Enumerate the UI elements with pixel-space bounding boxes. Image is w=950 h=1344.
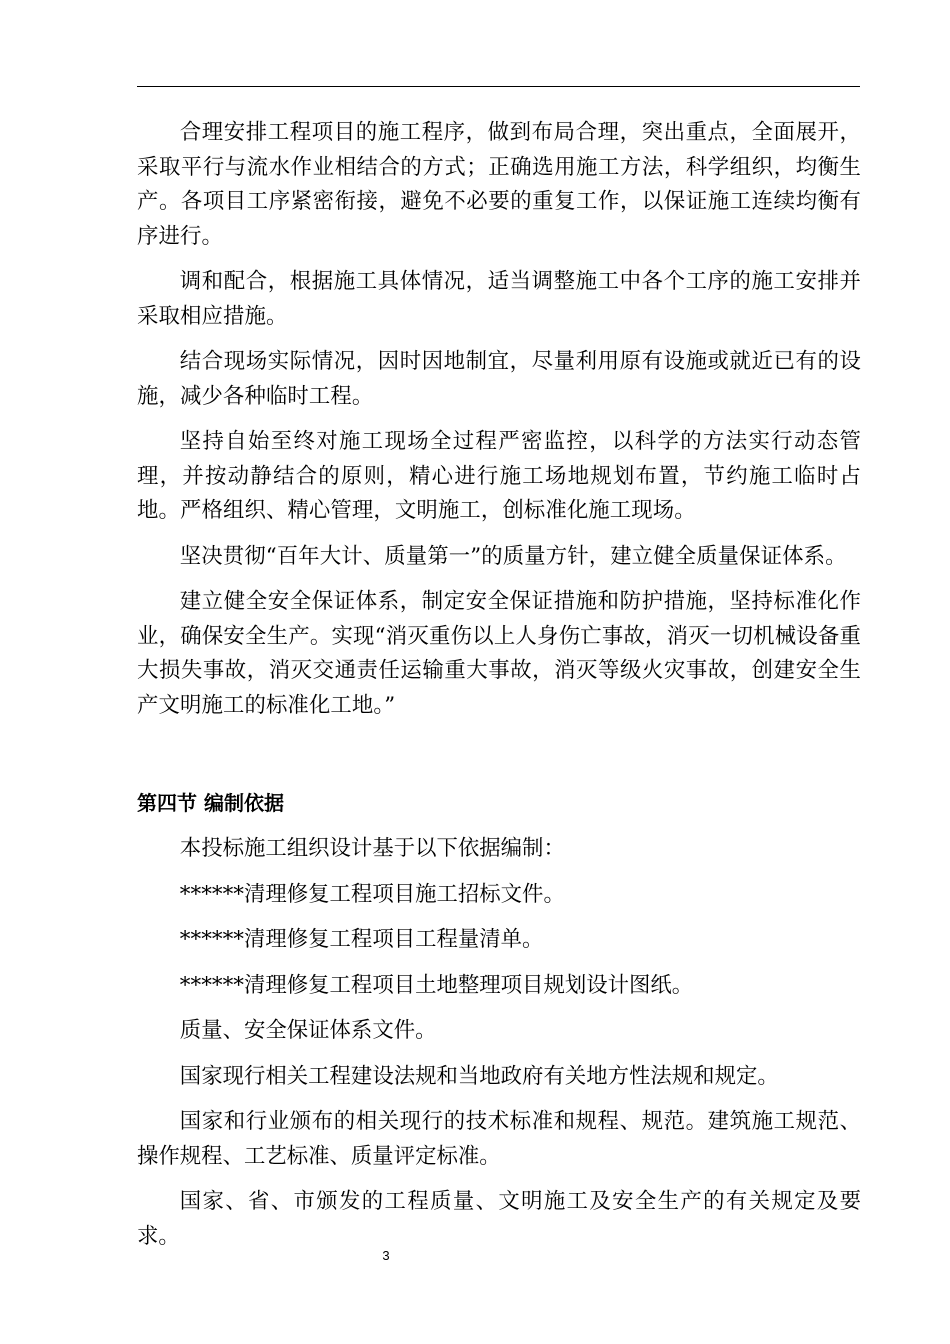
section-paragraph: ******清理修复工程项目施工招标文件。 [179, 881, 565, 907]
section-paragraph: 本投标施工组织设计基于以下依据编制： [179, 836, 565, 861]
section-paragraph: ******清理修复工程项目工程量清单。 [179, 927, 544, 952]
section-paragraph: 国家、省、市颁发的工程质量、文明施工及安全生产的有关规定及要求。 [137, 1189, 861, 1249]
section-paragraph: 质量、安全保证体系文件。 [179, 1018, 437, 1043]
section-paragraph: 国家和行业颁布的相关现行的技术标准和规程、规范。建筑施工规范、操作规程、工艺标准、质量评定标准。 [137, 1109, 861, 1169]
page-number: 3 [382, 1248, 390, 1263]
section-paragraph: 国家现行相关工程建设法规和当地政府有关地方性法规和规定。 [179, 1063, 779, 1089]
page-content [137, 116, 861, 1265]
paragraph: 调和配合，根据施工具体情况，适当调整施工中各个工序的施工安排并采取相应措施。 [137, 269, 861, 329]
paragraph: 合理安排工程项目的施工程序，做到布局合理，突出重点，全面展开，采取平行与流水作业相结合的方式；正确选用施工方法，科学组织，均衡生产。各项目工序紧密衔接，避免不必要的重复工作，以保证施工连续均衡有序进行。 [137, 120, 861, 249]
paragraph: 建立健全安全保证体系，制定安全保证措施和防护措施，坚持标准化作业，确保安全生产。实现“消灭重伤以上人身伤亡事故，消灭一切机械设备重大损失事故，消灭交通责任运输重大事故，消灭等级火灾事故，创建安全生产文明施工的标准化工地。” [137, 589, 861, 718]
paragraph: 坚持自始至终对施工现场全过程严密监控，以科学的方法实行动态管理，并按动静结合的原则，精心进行施工场地规划布置，节约施工临时占地。严格组织、精心管理，文明施工，创标准化施工现场。 [137, 429, 861, 523]
paragraph: 结合现场实际情况，因时因地制宜，尽量利用原有设施或就近已有的设施，减少各种临时工程。 [137, 349, 861, 409]
header-rule [137, 86, 860, 87]
section-title: 第四节 编制依据 [137, 791, 284, 815]
section-paragraph: ******清理修复工程项目土地整理项目规划设计图纸。 [179, 972, 694, 998]
paragraph: 坚决贯彻“百年大计、质量第一”的质量方针，建立健全质量保证体系。 [179, 543, 847, 569]
